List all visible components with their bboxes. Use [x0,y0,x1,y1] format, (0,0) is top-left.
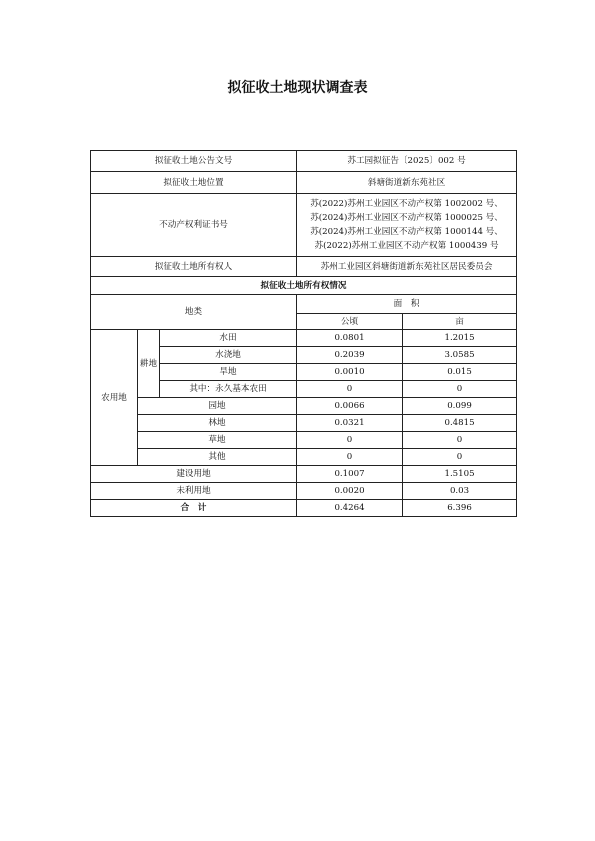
table-row [91,432,517,449]
notice-label: 拟征收土地公告文号 [91,151,297,172]
mu-cell: 0.03 [403,483,517,500]
mu-cell: 1.5105 [403,466,517,483]
notice-row [91,151,517,172]
row-label: 林地 [138,415,297,432]
hectare-cell: 0.4264 [297,500,403,517]
cert-value: 苏(2022)苏州工业园区不动产权第 1000439 号 [314,241,499,251]
hectare-header: 公顷 [297,314,403,330]
row-label: 未利用地 [91,483,297,500]
hectare-cell: 0.0321 [297,415,403,432]
hectare-cell: 0.0066 [297,398,403,415]
mu-cell: 0 [403,381,517,398]
mu-cell: 0 [403,449,517,466]
cert-value: 苏(2024)苏州工业园区不动产权第 1000025 号、 [310,213,503,223]
owner-value: 苏州工业园区斜塘街道新东苑社区居民委员会 [297,257,517,277]
mu-header: 亩 [403,314,517,330]
owner-row [91,257,517,277]
cert-label: 不动产权利证书号 [91,194,297,257]
hectare-cell: 0.0801 [297,330,403,347]
mu-cell: 6.396 [403,500,517,517]
row-label: 草地 [138,432,297,449]
notice-value: 苏工园拟征告〔2025〕002 号 [297,151,517,172]
land-survey-table [90,150,517,517]
row-label: 建设用地 [91,466,297,483]
mu-cell: 3.0585 [403,347,517,364]
hectare-cell: 0.0020 [297,483,403,500]
row-label: 其他 [138,449,297,466]
total-label: 合 计 [91,500,297,517]
mu-cell: 0.099 [403,398,517,415]
mu-cell: 0.015 [403,364,517,381]
location-label: 拟征收土地位置 [91,172,297,194]
hectare-cell: 0 [297,432,403,449]
table-row [91,466,517,483]
owner-label: 拟征收土地所有权人 [91,257,297,277]
mu-cell: 0 [403,432,517,449]
cert-values [297,194,517,257]
area-header: 面 积 [297,295,517,314]
table-row [91,398,517,415]
cultivated-label: 耕地 [138,330,160,398]
land-type-header: 地类 [91,295,297,330]
section-title: 拟征收土地所有权情况 [91,277,517,295]
hectare-cell: 0.1007 [297,466,403,483]
table-row [91,449,517,466]
mu-cell: 1.2015 [403,330,517,347]
row-label: 园地 [138,398,297,415]
location-row [91,172,517,194]
hectare-cell: 0 [297,381,403,398]
cert-value: 苏(2022)苏州工业园区不动产权第 1002002 号、 [310,199,503,209]
row-label: 水田 [160,330,297,347]
mu-cell: 0.4815 [403,415,517,432]
row-label: 旱地 [160,364,297,381]
cert-row [91,194,517,257]
total-row [91,500,517,517]
header-row-1 [91,295,517,314]
table-row [91,483,517,500]
page-title: 拟征收土地现状调查表 [227,80,368,96]
table-row [91,415,517,432]
cert-value: 苏(2024)苏州工业园区不动产权第 1000144 号、 [310,227,503,237]
hectare-cell: 0 [297,449,403,466]
hectare-cell: 0.2039 [297,347,403,364]
section-row [91,277,517,295]
table-row [91,330,517,347]
agri-label: 农用地 [91,330,138,466]
row-label: 其中：永久基本农田 [160,381,297,398]
hectare-cell: 0.0010 [297,364,403,381]
location-value: 斜塘街道新东苑社区 [297,172,517,194]
row-label: 水浇地 [160,347,297,364]
